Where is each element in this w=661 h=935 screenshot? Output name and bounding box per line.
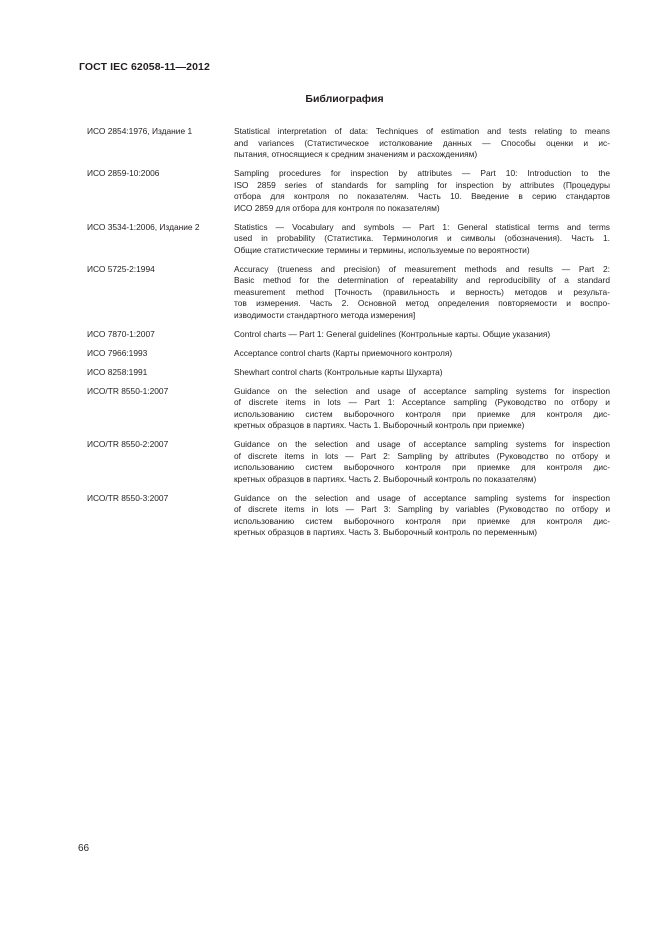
description-line: Acceptance control charts (Карты приемочного контроля) [234, 347, 453, 358]
bibliography-entry [87, 329, 610, 341]
description-line: and variances (Статистическое истолкование данных — Способы оценки и ис- [234, 137, 610, 148]
entry-description [234, 222, 610, 257]
description-line: изводимости стандартного метода измерения] [234, 309, 416, 320]
description-line: Guidance on the selection and usage of acceptance sampling systems for inspection [234, 439, 610, 449]
bibliography-entry [87, 168, 610, 214]
description-line: Общие статистические термины и термины, используемые по вероятности) [234, 244, 530, 255]
description-line: ИСО 2859 для отбора для контроля по показателям) [234, 202, 440, 213]
entry-reference: ИСО 7870-1:2007 [87, 328, 155, 339]
entry-reference: ИСО 8258:1991 [87, 366, 148, 377]
entry-description [234, 329, 610, 341]
description-line: of discrete items in lots — Part 1: Acceptance sampling (Руководство по отбору и [234, 397, 610, 407]
description-line: кретных образцов в партиях. Часть 1. Выборочный контроль при приемке) [234, 420, 525, 430]
entry-description [234, 493, 610, 539]
description-line: Control charts — Part 1: General guidelines (Контрольные карты. Общие указания) [234, 328, 551, 339]
description-line: использованию систем выборочного контроля при приемке для контроля дис- [234, 408, 610, 419]
entry-reference: ИСО/TR 8550-1:2007 [87, 385, 169, 396]
bibliography-entry [87, 126, 610, 161]
bibliography-entry [87, 439, 610, 485]
description-line: of discrete items in lots — Part 3: Sampling by variables (Руководство по отбору и [234, 504, 610, 514]
description-line: Statistics — Vocabulary and symbols — Part 1: General statistical terms and terms [234, 221, 610, 232]
entry-reference: ИСО 2854:1976, Издание 1 [87, 126, 193, 136]
bibliography-entry [87, 367, 610, 379]
bibliography-entry [87, 386, 610, 432]
entry-description [234, 439, 610, 485]
entry-reference: ИСО 7966:1993 [87, 347, 148, 358]
bibliography-entry [87, 493, 610, 539]
description-line: Accuracy (trueness and precision) of measurement methods and results — Part 2: [234, 263, 610, 274]
bibliography-entry [87, 348, 610, 360]
entry-reference: ИСО 2859-10:2006 [87, 168, 160, 178]
description-line: Guidance on the selection and usage of acceptance sampling systems for inspection [234, 492, 610, 503]
bibliography-entry [87, 264, 610, 322]
description-line: measurement method [Точность (правильность и верность) методов и результа- [234, 286, 610, 297]
entry-description [234, 264, 610, 322]
description-line: Basic method for the determination of repeatability and reproducibility of a standard [234, 275, 610, 285]
entry-description [234, 168, 610, 214]
description-line: ISO 2859 series of standards for sampling for inspection by attributes (Процедуры [234, 179, 610, 190]
description-line: использованию систем выборочного контроля при приемке для контроля дис- [234, 515, 610, 526]
description-line: Sampling procedures for inspection by attributes — Part 10: Introduction to the [234, 168, 610, 178]
description-line: used in probability (Статистика. Терминология и символы (обозначения). Часть 1. [234, 233, 610, 243]
entry-description [234, 386, 610, 432]
description-line: Shewhart control charts (Контрольные карты Шухарта) [234, 366, 443, 377]
entry-reference: ИСО 3534-1:2006, Издание 2 [87, 221, 200, 232]
description-line: Guidance on the selection and usage of acceptance sampling systems for inspection [234, 385, 610, 396]
document-code-header: ГОСТ IEC 62058-11—2012 [79, 61, 210, 73]
description-line: отбора для контроля по показателям. Часть 10. Введение в серию стандартов [234, 191, 610, 201]
bibliography-title-wrapper [0, 93, 661, 105]
description-line: Statistical interpretation of data: Techniques of estimation and tests relating to means [234, 126, 610, 136]
bibliography-list [87, 126, 610, 546]
page-number: 66 [78, 843, 90, 854]
entry-reference: ИСО 5725-2:1994 [87, 263, 155, 274]
description-line: тов измерения. Часть 2. Основной метод определения повторяемости и воспро- [234, 298, 610, 308]
description-line: кретных образцов в партиях. Часть 3. Выборочный контроль по переменным) [234, 527, 537, 537]
bibliography-title: Библиография [305, 93, 384, 105]
description-line: of discrete items in lots — Part 2: Sampling by attributes (Руководство по отбору и [234, 450, 610, 461]
entry-reference: ИСО/TR 8550-3:2007 [87, 492, 169, 503]
entry-description [234, 367, 610, 379]
entry-description [234, 126, 610, 161]
description-line: кретных образцов в партиях. Часть 2. Выборочный контроль по показателям) [234, 473, 537, 484]
description-line: пытания, относящиеся к средним значениям и расхождениям) [234, 149, 478, 159]
description-line: использованию систем выборочного контроля при приемке для контроля дис- [234, 462, 610, 472]
bibliography-entry [87, 222, 610, 257]
entry-description [234, 348, 610, 360]
entry-reference: ИСО/TR 8550-2:2007 [87, 439, 169, 449]
